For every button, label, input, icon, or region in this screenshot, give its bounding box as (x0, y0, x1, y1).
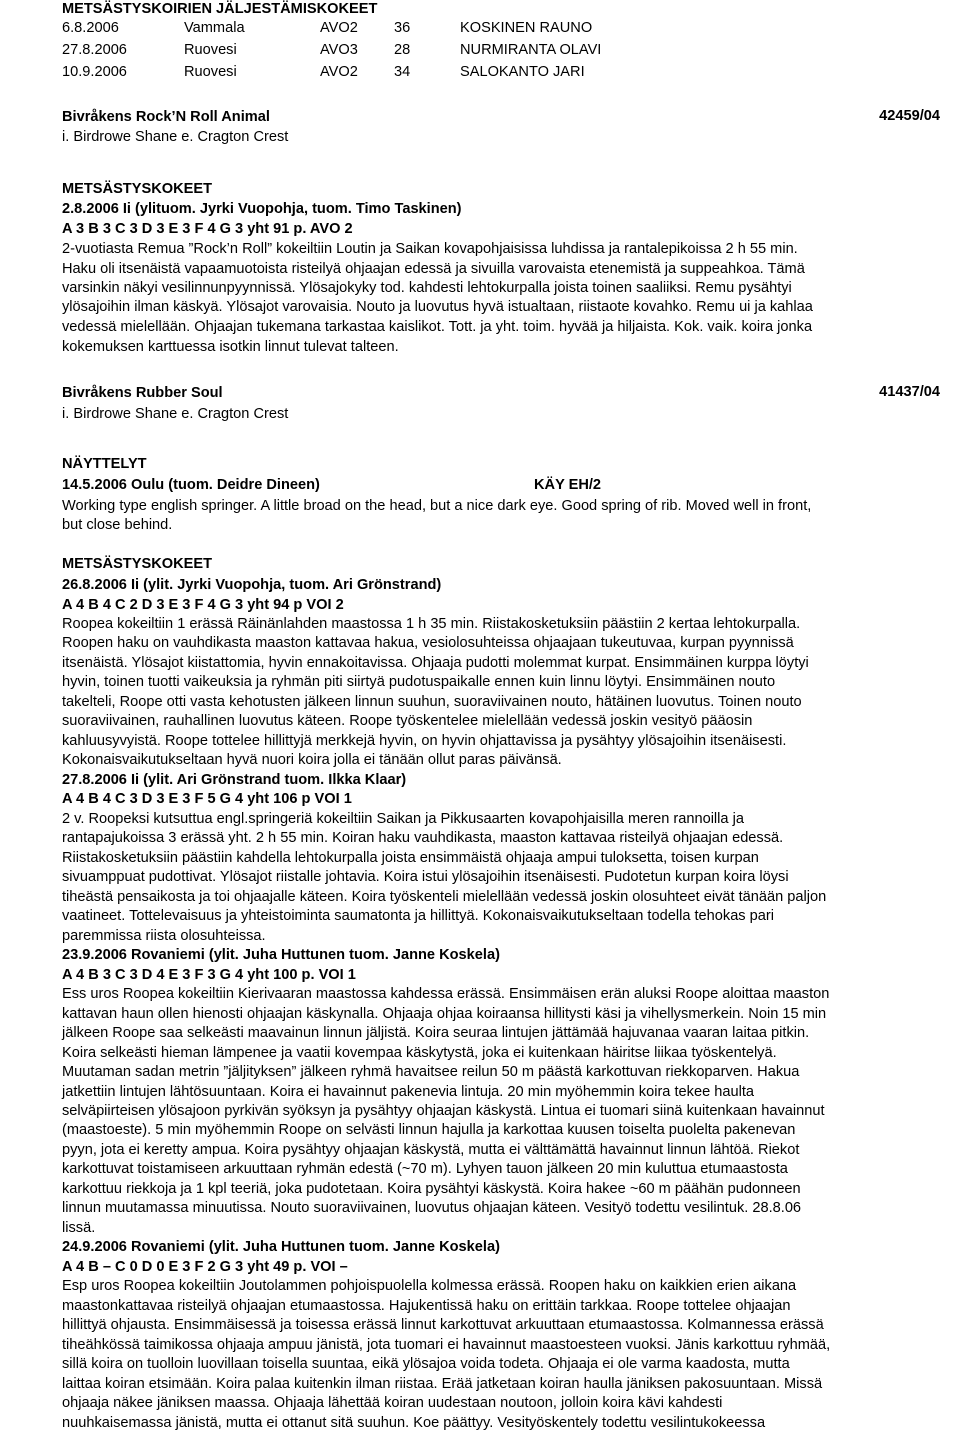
trial-header: 2.8.2006 Ii (ylituom. Jyrki Vuopohja, tuom. Timo Taskinen) (62, 201, 462, 217)
trial-text-line: Roopen haku on vauhdikasta maaston kattavaa hakua, vesiolosuhteissa ohjaajaan tukeutuvaa, kurpan pyynnissä (62, 635, 794, 652)
trial-text-line: vaatineet. Tottelevaisuus ja yhteistoiminta saumatonta ja hillittyä. Kokonaisvaikutukseltaan todella tehokas pari (62, 908, 774, 925)
trial-text-line: paremmissa riista olosuhteissa. (62, 927, 266, 944)
trial-header-line: A 4 B 4 C 2 D 3 E 3 F 4 G 3 yht 94 p VOI 2 (62, 596, 344, 613)
trial-text-line: rantapajukoissa 3 erässä yht. 2 h 55 min. Koiran haku vauhdikasta, maaston kattavaa risteilyä ohjaajan edessä. (62, 830, 784, 847)
trial-scores: A 3 B 3 C 3 D 3 E 3 F 4 G 3 yht 91 p. AVO 2 (62, 221, 353, 237)
section-header: METSÄSTYSKOIRIEN JÄLJESTÄMISKOKEET (62, 1, 378, 17)
trial-text-line: jälkeen Roope saa selkeästi maavainun linnun jäljistä. Koira seuraa lintujen jättämää hajuvanaa vaaran laitaa pitkin. (62, 1025, 810, 1041)
trial-text-line: Muutaman sadan metrin ”jäljityksen” jälkeen ryhmä havaitsee reilun 50 m päästä karkottuvan riekkoparven. Hakua (62, 1064, 800, 1080)
trial-handler: KOSKINEN RAUNO (460, 20, 593, 36)
trial-score: 34 (394, 64, 411, 80)
trial-text-line: 2 v. Roopeksi kutsuttua engl.springeriä kokeiltiin Saikan ja Pikkusaarten kovapohjaisilla meren rannoilla ja (62, 810, 744, 827)
trial-text-line: ohjaaja näkee jäniksen maassa. Ohjaaja lähettää koiran uudestaan noutoon, jolloin koira kävi kahdesti (62, 1395, 723, 1412)
show-line: 14.5.2006 Oulu (tuom. Deidre Dineen) (62, 477, 320, 493)
trial-date: 27.8.2006 (62, 42, 127, 58)
shows-heading: NÄYTTELYT (62, 456, 147, 472)
trial-text-line: kahluusyvyistä. Roope tottelee hillittyjä merkkejä hyvin, on hyvin ohjattavissa ja pysähtyy ylösajoihin itsenäisesti. (62, 732, 787, 749)
trial-text-line: karkottuu riekkoja ja 1 kpl teeriä, joka pudotetaan. Koira pysähtyi käskystä. Koira hakee ~60 m päähän pudonneen (62, 1180, 801, 1197)
trial-header-line: A 4 B 3 C 3 D 4 E 3 F 3 G 4 yht 100 p. VOI 1 (62, 966, 356, 983)
trial-header-line: 24.9.2006 Rovaniemi (ylit. Juha Huttunen tuom. Janne Koskela) (62, 1239, 500, 1256)
trial-place: Ruovesi (184, 64, 237, 80)
trial-class: AVO3 (320, 42, 358, 58)
trial-text-line: tiheähkössä taimikossa ohjaaja ampuu jänistä, jota tuomari ei havainnut maastoesteen vuoksi. Jänis karkottuu ryhmää, (62, 1336, 831, 1353)
trial-text-line: linnun muutamassa minuutissa. Nouto suoraviivainen, luovutus ohjaajan käteen. Vesityö todettu vesilintuk. 28.8.06 (62, 1200, 802, 1217)
trial-handler: NURMIRANTA OLAVI (460, 42, 602, 58)
trial-text-line: laittaa koiran etsimään. Koira palaa kuitenkin ilman riistaa. Erää jatketaan koiran haulla jäniksen pakosuuntaan. Missä (62, 1375, 823, 1392)
trial-class: AVO2 (320, 20, 358, 36)
trial-place: Ruovesi (184, 42, 237, 58)
trial-text-line: selväpiirteisen ylösajoon pyrkivän syöksyn ja pysähtyy ohjaajan käskystä. Lintua ei tuomari siinä kuitenkaan havainnut (62, 1103, 825, 1119)
trial-text-line: suoraviivainen, rauhallinen luovutus käteen. Roope työskentelee mielellään vedessä joskin vesityö pääosin (62, 713, 753, 730)
trial-text-line: Riistakosketuksiin päästiin kahdella lehtokurpalla joista ensimmäistä ohjaaja ampui tuloksetta, toisen kurpan (62, 849, 759, 866)
trial-text-line: pyyn, jota ei keretty ampua. Koira pysähtyy ohjaajan käskystä, mutta ei välttämättä havainnut linnun lähtöä. Riekot (62, 1141, 800, 1158)
trial-text-line: varsinkin näkyi vesilinnunpyynnissä. Ylösajokyky tod. kahdesti lehtokurpalla joista toinen saaliiksi. Remu pysähtyi (62, 280, 792, 296)
trial-text-line: nuuhkaisemassa jänistä, mutta ei ottanut sitä suuhun. Koe päättyy. Vesityöskentely todettu vesilintukokeessa (62, 1414, 766, 1431)
trial-text-line: kattavan haun ollen hienosti ohjaajan käskynalla. Ohjaaja ohjaa koiraansa hillitysti käsi ja vihellysmerkein. Noin 15 min (62, 1005, 827, 1022)
trial-text-line: ylösajoihin ilman käskyä. Ylösajot varovaisia. Nouto ja luovutus hyvä istualtaan, riistaote kovahko. Remu ui ja kahlaa (62, 299, 813, 315)
trial-text-line: Haku oli itsenäistä vapaamuotoista risteilyä ohjaajan edessä ja sivuilla varovaista etenemistä ja suppeahkoa. Tämä (62, 261, 805, 277)
trial-text-line: jatkettiin lintujen lähtösuuntaan. Koira ei havainnut pakenevia lintuja. 20 min myöhemmin koira tekee haulta (62, 1083, 754, 1100)
trial-text-line: Ess uros Roopea kokeiltiin Kierivaaran maastossa kahdessa erässä. Ensimmäisen erän aluksi Roope aloittaa maaston (62, 986, 830, 1003)
trial-text-line: maastonkattavaa risteilyä ohjaajan etumaastossa. Hajukentissä haku on erittäin tarkkaa. Roope tottelee ohjaajan (62, 1297, 791, 1314)
trial-date: 6.8.2006 (62, 20, 119, 36)
section-heading: METSÄSTYSKOKEET (62, 556, 213, 572)
dog-name: Bivråkens Rubber Soul (62, 385, 223, 401)
trial-header-line: A 4 B – C 0 D 0 E 3 F 2 G 3 yht 49 p. VOI – (62, 1258, 348, 1275)
section-heading: METSÄSTYSKOKEET (62, 181, 213, 197)
trial-header-line: 26.8.2006 Ii (ylit. Jyrki Vuopohja, tuom. Ari Grönstrand) (62, 577, 442, 593)
trial-text-line: Esp uros Roopea kokeiltiin Joutolammen pohjoispuolella kolmessa erässä. Roopen haku on kaikkien erien aikana (62, 1278, 797, 1295)
trial-header-line: 27.8.2006 Ii (ylit. Ari Grönstrand tuom. Ilkka Klaar) (62, 771, 407, 788)
trial-text-line: sivuamppuat pudottivat. Ylösajot riistalle johtavia. Koira istui ylösajoihin itsenäisesti. Pudotetun kurpan koira löysi (62, 869, 789, 886)
show-result: KÄY EH/2 (534, 477, 602, 493)
dog-parents: i. Birdrowe Shane e. Cragton Crest (62, 406, 289, 422)
trial-text-line: (maastoeste). 5 min myöhemmin Roope on selvästi linnun hajulla ja karkottaa kuusen toiselta puolelta pakenevan (62, 1122, 796, 1139)
trial-text-line: hyvin, toinen tuotti vaikeuksia ja ryhmän piti siirtyä pudotuspaikalle ennen kuin linnu löytyi. Ensimmäinen nouto (62, 674, 776, 691)
trial-text-line: Koira selkeästi hieman lämpenee ja vaatii kovempaa käskytystä, joka ei kuitenkaan häiritse liikaa työskentelyä. (62, 1044, 777, 1061)
trial-header-line: 23.9.2006 Rovaniemi (ylit. Juha Huttunen tuom. Janne Koskela) (62, 947, 500, 964)
dog-registration: 42459/04 (879, 108, 940, 124)
trial-text-line: karkottuvat toistamiseen arkuuttaan ryhmän edestä (~70 m). Lyhyen tauon jälkeen 20 min kuluttua etumaastosta (62, 1161, 788, 1178)
trial-class: AVO2 (320, 64, 358, 80)
trial-text-line: 2-vuotiasta Remua ”Rock’n Roll” kokeiltiin Loutin ja Saikan kovapohjaisissa luhdissa ja rantalepikoissa 2 h 55 min. (62, 241, 798, 257)
trial-handler: SALOKANTO JARI (460, 64, 585, 80)
dog-registration: 41437/04 (879, 384, 940, 400)
dog-parents: i. Birdrowe Shane e. Cragton Crest (62, 129, 289, 145)
trial-text-line: vedessä mielellään. Ohjaajan tukemana tarkastaa kaislikot. Tott. ja yht. toim. hyvää ja hiljaista. Kok. vaik. koira jonka (62, 319, 813, 335)
trial-score: 36 (394, 20, 411, 36)
trial-text-line: itsenäistä. Ylösajot kiistattomia, hyvin ennakoitavissa. Ohjaaja pudotti molemmat kurpat. Ensimmäinen kurppa löytyi (62, 654, 809, 671)
trial-text-line: kokemuksen karttuessa isotkin linnut tulevat talteen. (62, 339, 399, 355)
trial-text-line: tiheästä pensaikosta ja toi ohjaajalle käteen. Koira työskenteli mielellään vedessä joskin olosuhteet eivät tänään paljon (62, 888, 827, 905)
show-text-line: Working type english springer. A little broad on the head, but a nice dark eye. Good spring of rib. Moved well in front, (62, 498, 812, 514)
show-text-line: but close behind. (62, 517, 173, 533)
trial-text-line: hillittyä ohjausta. Ensimmäisessä ja toisessa erässä linnut karkottuvat arkuuttaan etumaastossa. Kolmannessa erässä (62, 1317, 824, 1334)
dog-name: Bivråkens Rock’N Roll Animal (62, 109, 270, 125)
trial-text-line: lissä. (62, 1219, 96, 1236)
trial-text-line: Kokonaisvaikutukseltaan hyvä nuori koira jolla ei tänään ollut paras päivänsä. (62, 752, 562, 769)
trial-text-line: takelteli, Roope otti vasta kehotusten jälkeen linnun suuhun, suoraviivainen nouto, hätäinen luovutus. Toinen nouto (62, 693, 802, 710)
trial-text-line: Roopea kokeiltiin 1 erässä Räinänlahden maastossa 1 h 35 min. Riistakosketuksiin päästiin 2 kertaa lehtokurpalla. (62, 616, 801, 632)
trial-header-line: A 4 B 4 C 3 D 3 E 3 F 5 G 4 yht 106 p VOI 1 (62, 791, 352, 808)
trial-date: 10.9.2006 (62, 64, 127, 80)
trial-score: 28 (394, 42, 411, 58)
trial-place: Vammala (184, 20, 245, 36)
trial-text-line: sillä koira on tuolloin luovillaan toisella suuntaa, eikä ylösajoa voida todeta. Ohjaaja ei ole varma kaadosta, mutta (62, 1356, 790, 1373)
